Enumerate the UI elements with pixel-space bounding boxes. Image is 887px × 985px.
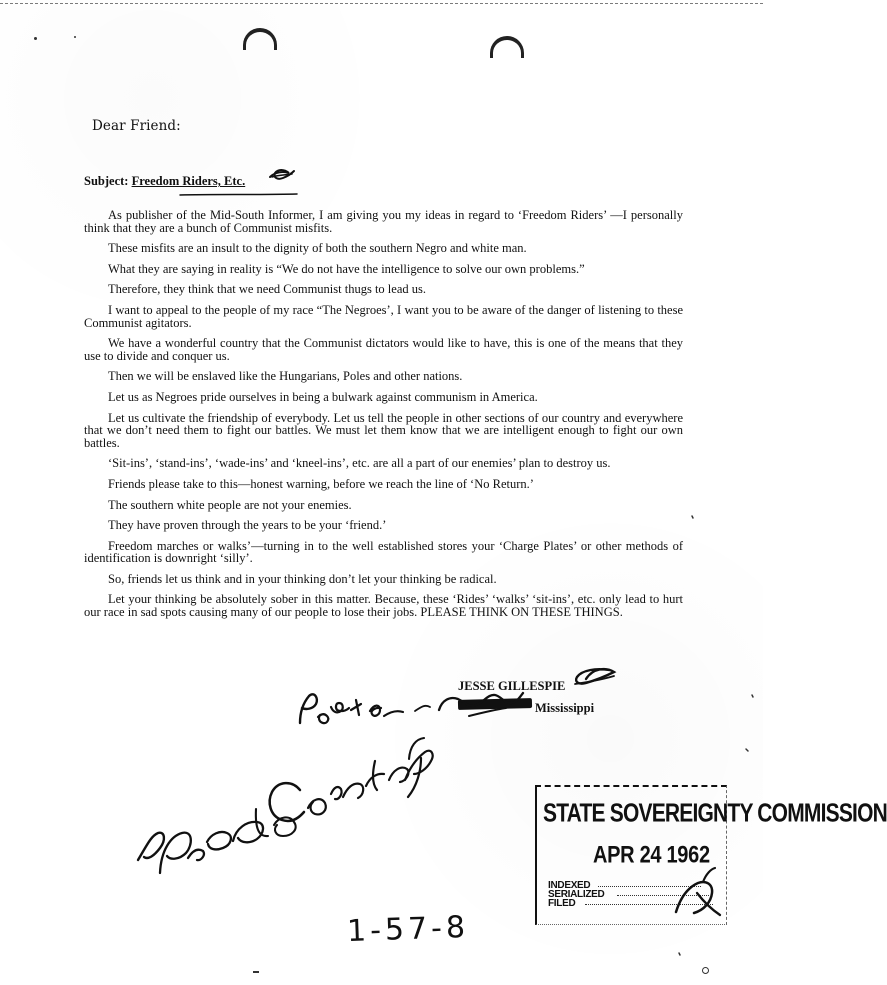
body-paragraph: So, friends let us think and in your thinking don’t let your thinking be radical. — [108, 571, 497, 586]
stamp-title: STATE SOVEREIGNTY COMMISSION — [543, 799, 887, 828]
subject-label: Subject: — [84, 174, 129, 188]
body-paragraph: Therefore, they think that we need Communist thugs to lead us. — [108, 282, 426, 297]
stamp-date: APR 24 1962 — [593, 842, 710, 869]
body-paragraph: The southern white people are not your enemies. — [108, 497, 352, 512]
body-paragraph: Then we will be enslaved like the Hungarians, Poles and other nations. — [108, 369, 463, 384]
bottom-mark — [253, 971, 259, 973]
body-paragraph: Freedom marches or walks’—turning in to the well established stores your ‘Charge Plates’ or other methods of identification is downright ‘silly’. — [84, 538, 687, 566]
body-paragraph: Friends please take to this—honest warning, before we reach the line of ‘No Return.’ — [108, 476, 534, 491]
stamp-filed-label: FILED — [548, 898, 576, 909]
body-paragraph: ‘Sit-ins’, ‘stand-ins’, ‘wade-ins’ and ‘kneel-ins’, etc. are all a part of our enemies’ plan to destroy us. — [108, 456, 611, 471]
stamp-handwritten-mark — [670, 863, 728, 923]
body-paragraph: Let us as Negroes pride ourselves in being a bulwark against communism in America. — [108, 389, 538, 404]
body-paragraph: What they are saying in reality is “We do not have the intelligence to solve our own problems.” — [108, 261, 585, 276]
handwritten-file-number: 1-57-8 — [346, 909, 470, 950]
body-paragraph: They have proven through the years to be your ‘friend.’ — [108, 518, 387, 533]
body-paragraph: Let your thinking be absolutely sober in this matter. Because, these ‘Rides’ ‘walks’ ‘sit-ins’, etc. only lead to hurt our race in sad spots causing many of our people to lose their jobs. PLEASE THINK ON THESE THINGS. — [84, 592, 687, 620]
state-sovereignty-stamp — [535, 785, 887, 925]
body-paragraph: These misfits are an insult to the dignity of both the southern Negro and white man. — [108, 241, 527, 256]
stamp-serialized-label: SERIALIZED — [548, 889, 605, 900]
body-paragraph: I want to appeal to the people of my race “The Negroes’, I want you to be aware of the danger of listening to these Communist agitators. — [84, 302, 687, 330]
body-paragraph: Let us cultivate the friendship of everybody. Let us tell the people in other sections of our country and everywhere that we don’t need them to fight our battles. We must let them know that we are intelligent enough to fight our own battles. — [84, 410, 687, 450]
subject-value: Freedom Riders, Etc. — [131, 174, 246, 188]
signature-location: Mississippi — [535, 701, 595, 715]
salutation: Dear Friend: — [92, 118, 181, 134]
signature-name: JESSE GILLESPIE — [458, 679, 566, 693]
bottom-circle-mark — [702, 967, 709, 974]
body-paragraph: As publisher of the Mid-South Informer, I am giving you my ideas in regard to ‘Freedom Riders’ —I personally think that they are a bunch of Communist misfits. — [84, 208, 687, 235]
body-paragraph: We have a wonderful country that the Communist dictators would like to have, this is one of the means that they use to divide and conquer us. — [84, 336, 687, 363]
stamp-indexed-label: INDEXED — [548, 880, 591, 891]
